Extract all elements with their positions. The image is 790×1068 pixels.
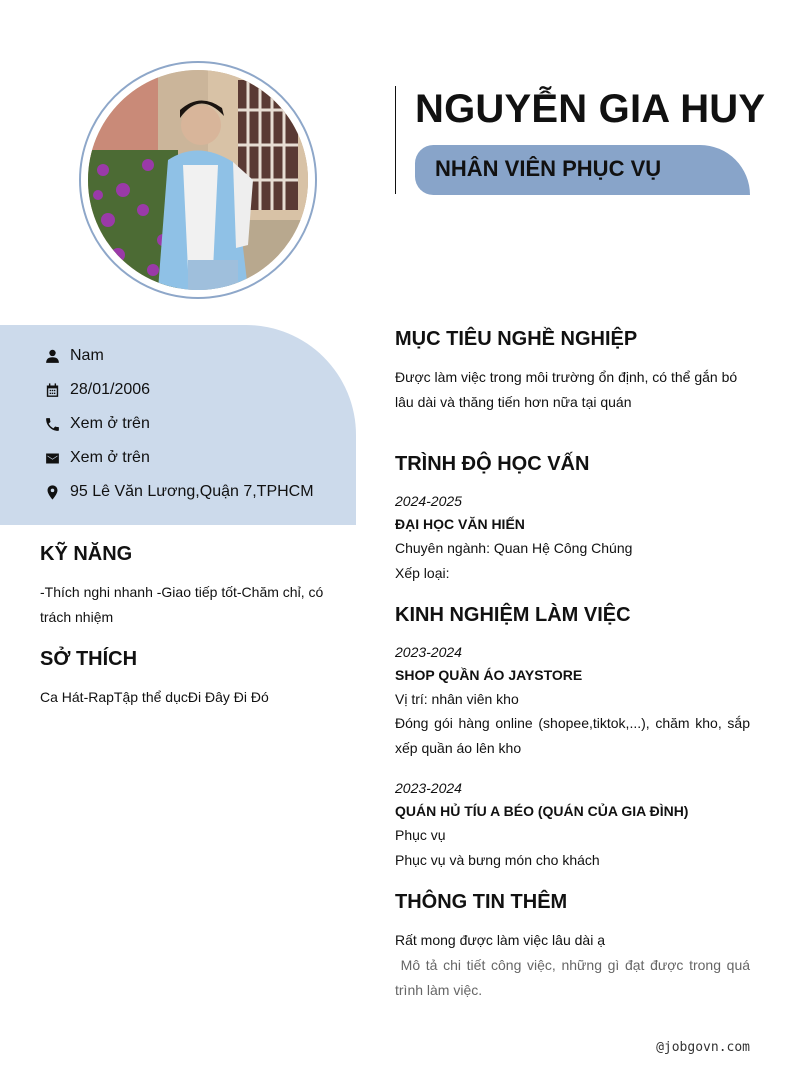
contact-phone	[42, 414, 150, 434]
contact-address-value: 95 Lê Văn Lương,Quận 7,TPHCM	[70, 483, 314, 500]
additional-placeholder: Mô tả chi tiết công việc, những gì đạt được trong quá trình làm việc.	[395, 957, 754, 998]
contact-email	[42, 448, 150, 468]
contact-gender-value: Nam	[70, 347, 104, 364]
contact-gender	[42, 346, 104, 366]
education-school: ĐẠI HỌC VĂN HIẾN	[395, 516, 525, 532]
contact-email-value: Xem ở trên	[70, 449, 150, 466]
contact-birthdate-value: 28/01/2006	[70, 381, 151, 398]
contact-birthdate	[42, 380, 150, 400]
footer-watermark: @jobgovn.com	[656, 1040, 750, 1055]
skills-text: -Thích nghi nhanh -Giao tiếp tốt-Chăm chỉ, có trách nhiệm	[40, 584, 324, 625]
job-description: Phục vụ và bưng món cho khách	[395, 852, 600, 868]
additional-text: Rất mong được làm việc lâu dài ạ	[395, 932, 605, 948]
candidate-name: NGUYỄN GIA HUY	[415, 87, 766, 131]
person-icon	[42, 346, 62, 366]
hobbies-text: Ca Hát-RapTập thể dụcĐi Đây Đi Đó	[40, 689, 269, 705]
job-description: Đóng gói hàng online (shopee,tiktok,...), chăm kho, sắp xếp quần áo lên kho	[395, 715, 750, 756]
education-grade: Xếp loại:	[395, 565, 450, 581]
job-period: 2023-2024	[395, 780, 462, 796]
job-company: SHOP QUẦN ÁO JAYSTORE	[395, 667, 583, 683]
title-divider	[395, 86, 396, 194]
hobbies-title: SỞ THÍCH	[40, 648, 138, 670]
experience-title: KINH NGHIỆM LÀM VIỆC	[395, 604, 631, 626]
additional-title: THÔNG TIN THÊM	[395, 891, 568, 913]
job-company: QUÁN HỦ TÍU A BÉO (QUÁN CỦA GIA ĐÌNH)	[395, 803, 689, 819]
education-title: TRÌNH ĐỘ HỌC VẤN	[395, 453, 590, 475]
calendar-icon	[42, 380, 62, 400]
avatar	[88, 70, 308, 290]
objective-title: MỤC TIÊU NGHỀ NGHIỆP	[395, 328, 638, 350]
mail-icon	[42, 448, 62, 468]
job-position: Vị trí: nhân viên kho	[395, 691, 519, 707]
location-pin-icon	[42, 482, 62, 502]
skills-title: KỸ NĂNG	[40, 543, 133, 565]
job-period: 2023-2024	[395, 644, 462, 660]
contact-phone-value: Xem ở trên	[70, 415, 150, 432]
education-major: Chuyên ngành: Quan Hệ Công Chúng	[395, 540, 633, 556]
job-position: Phục vụ	[395, 827, 446, 843]
contact-address	[42, 482, 314, 502]
objective-text: Được làm việc trong môi trường ổn định, có thể gắn bó lâu dài và thăng tiến hơn nữa tại quán	[395, 369, 738, 410]
phone-icon	[42, 414, 62, 434]
role-title: NHÂN VIÊN PHỤC VỤ	[435, 156, 662, 181]
role-badge	[415, 145, 750, 195]
education-period: 2024-2025	[395, 493, 462, 509]
